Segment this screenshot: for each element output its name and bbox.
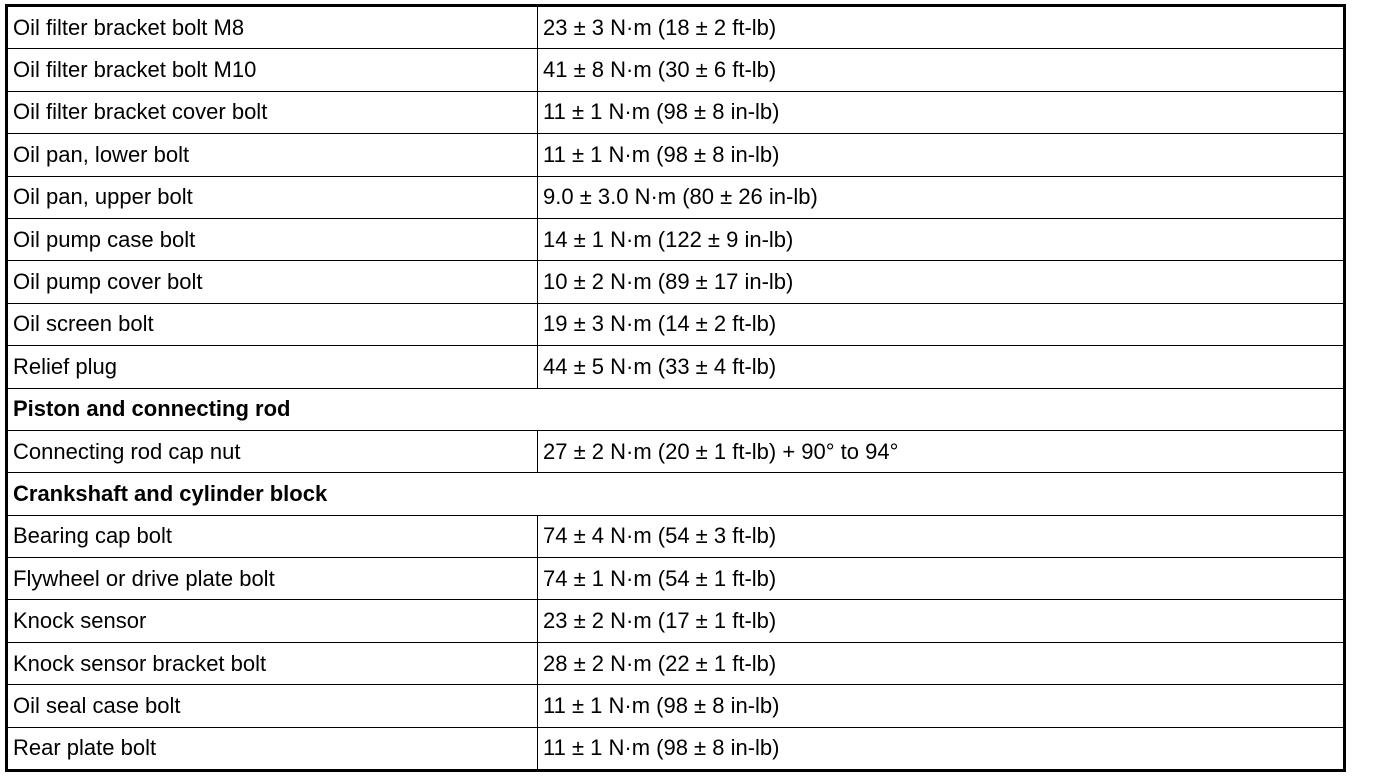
component-name-cell: Oil pan, lower bolt: [7, 134, 538, 176]
component-name-cell: Oil seal case bolt: [7, 685, 538, 727]
torque-value-cell: 19 ± 3 N·m (14 ± 2 ft-lb): [538, 303, 1345, 345]
torque-value-cell: 23 ± 3 N·m (18 ± 2 ft-lb): [538, 6, 1345, 49]
component-name-cell: Relief plug: [7, 346, 538, 388]
table-row: [7, 134, 1345, 176]
table-row: [7, 600, 1345, 642]
component-name-cell: Knock sensor bracket bolt: [7, 642, 538, 684]
table-row: [7, 558, 1345, 600]
torque-value-cell: 9.0 ± 3.0 N·m (80 ± 26 in-lb): [538, 176, 1345, 218]
table-row: [7, 49, 1345, 91]
table-row: [7, 218, 1345, 260]
table-row: [7, 176, 1345, 218]
torque-spec-table-body: [7, 6, 1345, 771]
component-name-cell: Oil pump cover bolt: [7, 261, 538, 303]
torque-spec-table: [5, 4, 1346, 772]
torque-value-cell: 11 ± 1 N·m (98 ± 8 in-lb): [538, 134, 1345, 176]
table-row: [7, 346, 1345, 388]
table-row: [7, 642, 1345, 684]
torque-value-cell: 28 ± 2 N·m (22 ± 1 ft-lb): [538, 642, 1345, 684]
table-row: [7, 261, 1345, 303]
section-header-row: [7, 473, 1345, 515]
torque-value-cell: 41 ± 8 N·m (30 ± 6 ft-lb): [538, 49, 1345, 91]
component-name-cell: Oil filter bracket bolt M10: [7, 49, 538, 91]
component-name-cell: Oil filter bracket bolt M8: [7, 6, 538, 49]
table-row: [7, 430, 1345, 472]
torque-value-cell: 27 ± 2 N·m (20 ± 1 ft-lb) + 90° to 94°: [538, 430, 1345, 472]
torque-value-cell: 23 ± 2 N·m (17 ± 1 ft-lb): [538, 600, 1345, 642]
torque-value-cell: 74 ± 1 N·m (54 ± 1 ft-lb): [538, 558, 1345, 600]
torque-value-cell: 11 ± 1 N·m (98 ± 8 in-lb): [538, 685, 1345, 727]
section-header-label: Crankshaft and cylinder block: [7, 473, 1345, 515]
torque-value-cell: 11 ± 1 N·m (98 ± 8 in-lb): [538, 91, 1345, 133]
component-name-cell: Flywheel or drive plate bolt: [7, 558, 538, 600]
section-header-label: Piston and connecting rod: [7, 388, 1345, 430]
component-name-cell: Oil screen bolt: [7, 303, 538, 345]
component-name-cell: Oil pan, upper bolt: [7, 176, 538, 218]
torque-value-cell: 11 ± 1 N·m (98 ± 8 in-lb): [538, 727, 1345, 770]
section-header-row: [7, 388, 1345, 430]
torque-value-cell: 14 ± 1 N·m (122 ± 9 in-lb): [538, 218, 1345, 260]
component-name-cell: Rear plate bolt: [7, 727, 538, 770]
table-row: [7, 6, 1345, 49]
component-name-cell: Knock sensor: [7, 600, 538, 642]
table-row: [7, 91, 1345, 133]
torque-value-cell: 74 ± 4 N·m (54 ± 3 ft-lb): [538, 515, 1345, 557]
torque-value-cell: 44 ± 5 N·m (33 ± 4 ft-lb): [538, 346, 1345, 388]
table-row: [7, 303, 1345, 345]
table-row: [7, 685, 1345, 727]
component-name-cell: Oil pump case bolt: [7, 218, 538, 260]
component-name-cell: Connecting rod cap nut: [7, 430, 538, 472]
component-name-cell: Bearing cap bolt: [7, 515, 538, 557]
component-name-cell: Oil filter bracket cover bolt: [7, 91, 538, 133]
table-row: [7, 727, 1345, 770]
table-row: [7, 515, 1345, 557]
torque-value-cell: 10 ± 2 N·m (89 ± 17 in-lb): [538, 261, 1345, 303]
